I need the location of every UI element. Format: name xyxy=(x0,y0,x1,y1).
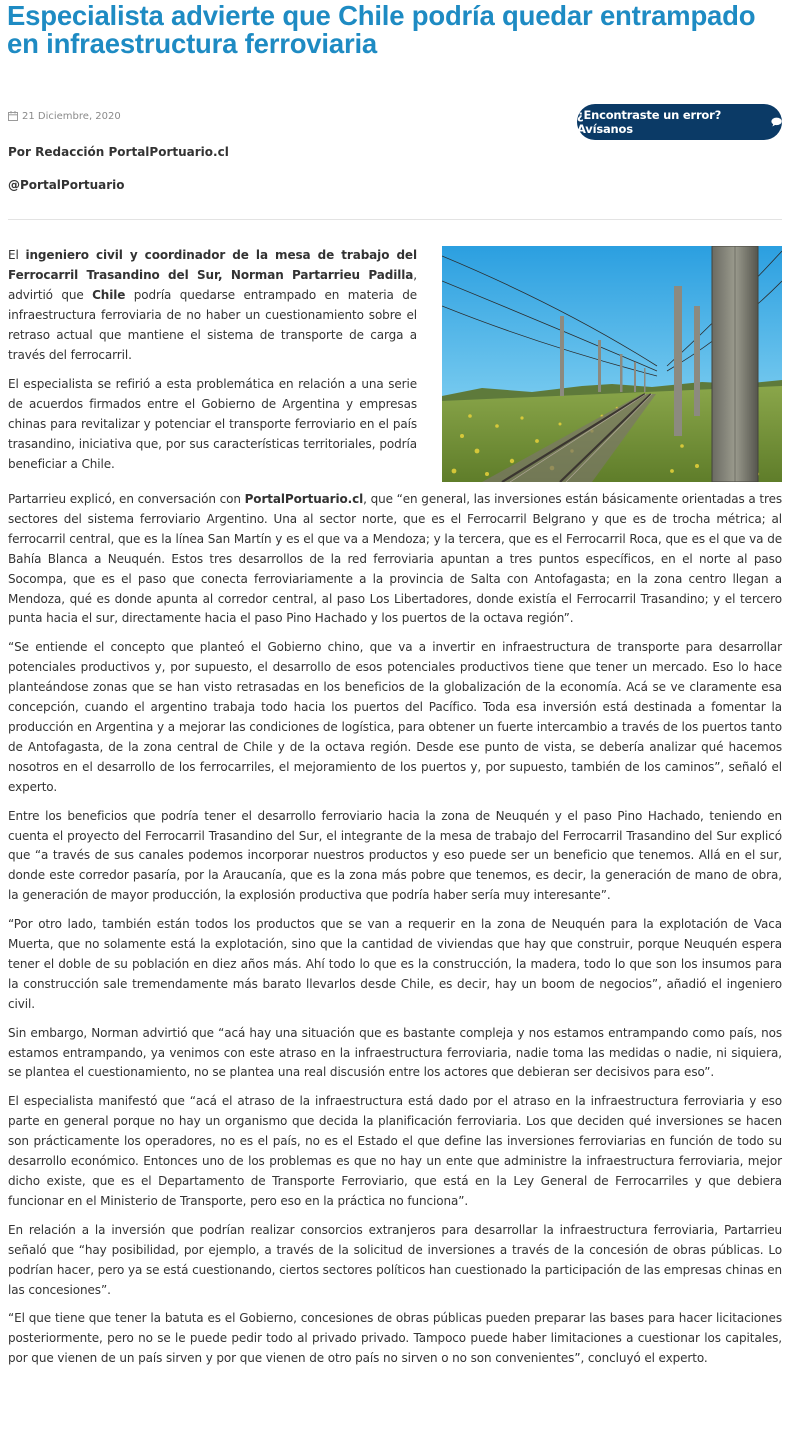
paragraph: El ingeniero civil y coordinador de la mesa de trabajo del Ferrocarril Trasandino del Sur, Norman Partarrieu Padilla, advirtió que Chile podría quedarse entrampado en materia de infraestructura ferroviaria de no haber un cuestionamiento sobre el retraso actual que mantiene el sistema de transporte de carga a través del ferrocarril. xyxy=(8,248,418,362)
lead-column xyxy=(8,246,417,485)
report-error-button[interactable] xyxy=(577,104,782,140)
paragraph: “Por otro lado, también están todos los productos que se van a requerir en la zona de Neuquén para la explotación de Vaca Muerta, que no solamente está la explotación, sino que la cantidad de viviendas que hay que construir, porque Neuquén espera tener el doble de su población en diez años más. Ahí todo lo que es la construcción, la madera, todo lo que son los insumos para la construcción sale tremendamente más barato llevarlos desde Chile, es decir, hay un boom de negocios”, añadió el ingeniero civil. xyxy=(8,917,782,1011)
paragraph: El especialista manifestó que “acá el atraso de la infraestructura está dado por el atraso en la infraestructura ferroviaria y eso parte en general porque no hay un organismo que decida la planificación ferroviaria. Los que deciden qué inversiones se hacen son prácticamente los operadores, no es el país, no es el Estado el que define las inversiones ferroviarias en función de todo su desarrollo económico. Entonces uno de los problemas es que no hay un ente que administre la infraestructura ferroviaria, mejor dicho existe, que es el Departamento de Transporte Ferroviario, que está en la Ley General de Ferrocarriles y que debiera funcionar en el Ministerio de Transporte, pero eso en la práctica no funciona”. xyxy=(8,1094,782,1208)
publish-date xyxy=(8,109,121,123)
paragraph: El especialista se refirió a esta problemática en relación a una serie de acuerdos firmados entre el Gobierno de Argentina y empresas chinas para revitalizar y potenciar el transporte ferroviario en el país trasandino, iniciativa que, por sus características territoriales, podría beneficiar a Chile. xyxy=(8,377,417,472)
byline: Por Redacción PortalPortuario.cl xyxy=(8,145,229,159)
paragraph: “El que tiene que tener la batuta es el Gobierno, concesiones de obras públicas pueden preparar las bases para hacer licitaciones posteriormente, pero no se le puede pedir todo al privado privado. Tampoco puede haber limitaciones a cuestionar los capitales, por que vienen de un país sirven y por que vienen de otro país no sirven o no son convenientes”, concluyó el experto. xyxy=(8,1311,782,1366)
divider xyxy=(8,219,782,220)
article-title: Especialista advierte que Chile podría quedar entrampado en infraestructura ferroviaria xyxy=(7,0,756,59)
paragraph: “Se entiende el concepto que planteó el Gobierno chino, que va a invertir en infraestructura de transporte para desarrollar potenciales productivos y, por supuesto, el desarrollo de esos potenciales productivos tiene que tener un mercado. Eso lo hace planteándose zonas que se han visto retrasadas en los beneficios de la globalización de la economía. Acá se ve claramente esa concepción, cuando el argentino trabaja todo hacia los puertos del Pacífico. Toda esa inversión está destinada a fomentar la producción en Argentina y a mejorar las condiciones de logística, para obtener un fuerte intercambio a través de los puertos tanto de Antofagasta, de la zona central de Chile y de la octava región. Desde ese punto de vista, se debería analizar qué hacemos nosotros en el desarrollo de los ferrocarriles, el mejoramiento de los puertos y, por supuesto, también de los caminos”, señaló el experto. xyxy=(8,640,782,794)
article-body xyxy=(8,490,782,1378)
report-error-label: ¿Encontraste un error? Avísanos xyxy=(577,108,722,136)
paragraph: En relación a la inversión que podrían realizar consorcios extranjeros para desarrollar la infraestructura ferroviaria, Partarrieu señaló que “hay posibilidad, por ejemplo, a través de la solicitud de inversiones a través de la concesión de obras públicas. Lo podrían hacer, pero ya se está cuestionando, ciertos sectores políticos han cuestionado la participación de las empresas chinas en las concesiones”. xyxy=(8,1222,782,1297)
chat-bubble-icon xyxy=(771,117,782,127)
publish-date-text: 21 Diciembre, 2020 xyxy=(22,110,121,122)
twitter-handle: @PortalPortuario xyxy=(8,178,125,192)
paragraph: Partarrieu explicó, en conversación con PortalPortuario.cl, que “en general, las inversiones están básicamente orientadas a tres sectores del sistema ferroviario Argentino. Una al sector norte, que es el Ferrocarril Belgrano y que es de trocha métrica; al ferrocarril central, que es la línea San Martín y es el que va a Mendoza; y la tercera, que es el Ferrocarril Roca, que es el que va de Bahía Blanca a Neuquén. Estos tres desarrollos de la red ferroviaria apuntan a tres puntos específicos, en el norte al paso Socompa, que es el paso que conecta ferroviariamente a la provincia de Salta con Antofagasta; en la zona centro llegan a Mendoza, qué es donde apunta al corredor central, al paso Los Libertadores, donde existía el Ferrocarril Trasandino; y el tercero punta hacia el sur, directamente hacia el paso Pino Hachado y los puertos de la octava región”. xyxy=(8,492,782,626)
article-image xyxy=(442,246,782,482)
paragraph: Sin embargo, Norman advirtió que “acá hay una situación que es bastante compleja y nos estamos entrampando como país, nos estamos entrampando, ya venimos con este atraso en la infraestructura ferroviaria, nadie toma las medidas o nadie, ni siquiera, se plantea el cuestionamiento, no se plantea una real discusión entre los actores que debieran ser decisivos para eso”. xyxy=(8,1025,782,1080)
railway-photo-icon xyxy=(442,246,782,482)
calendar-icon xyxy=(8,111,18,121)
paragraph: Entre los beneficios que podría tener el desarrollo ferroviario hacia la zona de Neuquén y el paso Pino Hachado, teniendo en cuenta el proyecto del Ferrocarril Trasandino del Sur, el integrante de la mesa de trabajo del Ferrocarril Trasandino del Sur explicó que “a través de sus canales podemos incorporar nuestros productos y eso puede ser un beneficio que tenemos. Allá en el sur, donde este corredor pasaría, por la Araucanía, que es la zona más pobre que tenemos, es decir, la generación de mano de obra, la generación de mayor producción, la explosión productiva que podría haber sería muy interesante”. xyxy=(8,808,782,903)
